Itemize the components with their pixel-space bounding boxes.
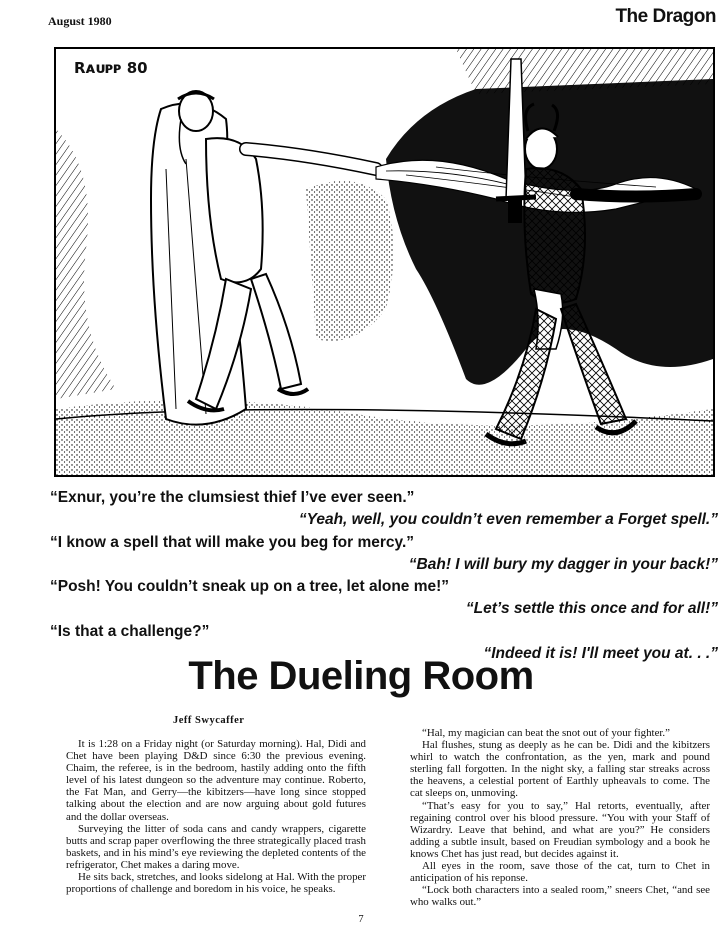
paragraph: Hal flushes, stung as deeply as he can be. Didi and the kibitzers whirl to watch the confrontation, as the yen, mark and pound sterling fall forgotten. In the night sky, a falling star streaks across the heavens, a celestial portent of Earthly upheavals to come. The cat sleeps on, unmoving.: [410, 739, 710, 800]
magazine-name: The Dragon: [615, 6, 716, 27]
paragraph: It is 1:28 on a Friday night (or Saturday morning). Hal, Didi and Chet have been playing D&D since 6:30 the previous evening. Chaim, the referee, is in the bedroom, hastily adding onto the fifth level of his latest dungeon so the adventure may continue. Roberto, the Fat Man, and Gerry—the kibitzers—have long since stopped talking about the election and are now arguing about gold futures and the dollar overseas.: [66, 738, 366, 823]
artist-signature: Rᴀᴜᴘᴘ 80: [74, 59, 148, 77]
duel-drawing: [56, 49, 713, 475]
dialogue-line: “Posh! You couldn’t sneak up on a tree, let alone me!”: [50, 578, 450, 596]
paragraph: “Hal, my magician can beat the snot out of your fighter.”: [422, 727, 670, 739]
paragraph: He sits back, stretches, and looks sidelong at Hal. With the proper proportions of challenge and boredom in his voice, he speaks.: [66, 871, 366, 896]
page-number: 7: [358, 914, 364, 925]
dialogue-line: “Indeed it is! I'll meet you at. . .”: [483, 645, 718, 663]
dialogue-block: [50, 487, 718, 665]
article-column-right: [410, 727, 710, 908]
dialogue-line: “Bah! I will bury my dagger in your back!”: [408, 555, 718, 573]
paragraph: All eyes in the room, save those of the cat, turn to Chet in anticipation of his reponse.: [410, 860, 710, 885]
article-title: The Dueling Room: [188, 654, 534, 698]
paragraph: “Lock both characters into a sealed room,” sneers Chet, “and see who walks out.”: [410, 884, 710, 909]
article-author: Jeff Swycaffer: [173, 715, 245, 726]
dialogue-line: “Is that a challenge?”: [50, 622, 210, 640]
duel-illustration: [54, 47, 715, 477]
dialogue-line: “Exnur, you’re the clumsiest thief I’ve ever seen.”: [50, 489, 415, 506]
dialogue-line: “Let’s settle this once and for all!”: [465, 600, 718, 618]
issue-date: August 1980: [48, 14, 112, 28]
paragraph: Surveying the litter of soda cans and candy wrappers, cigarette butts and scrap paper overflowing the three strategically placed trash baskets, and in his mind’s eye reviewing the depleted contents of the refrigerator, Chet makes a daring move.: [66, 822, 366, 871]
dialogue-line: “I know a spell that will make you beg for mercy.”: [50, 533, 415, 551]
dialogue-line: “Yeah, well, you couldn’t even remember a Forget spell.”: [298, 511, 718, 529]
article-column-left: [66, 738, 366, 895]
paragraph: “That’s easy for you to say,” Hal retorts, eventually, after regaining control over his blood pressure. “You with your Staff of Wizardry. Leave that behind, and what are you?” He considers adding a subtle insult, based on Freudian symbology and a book he knows Chet has just read, but decides against it.: [410, 799, 710, 860]
